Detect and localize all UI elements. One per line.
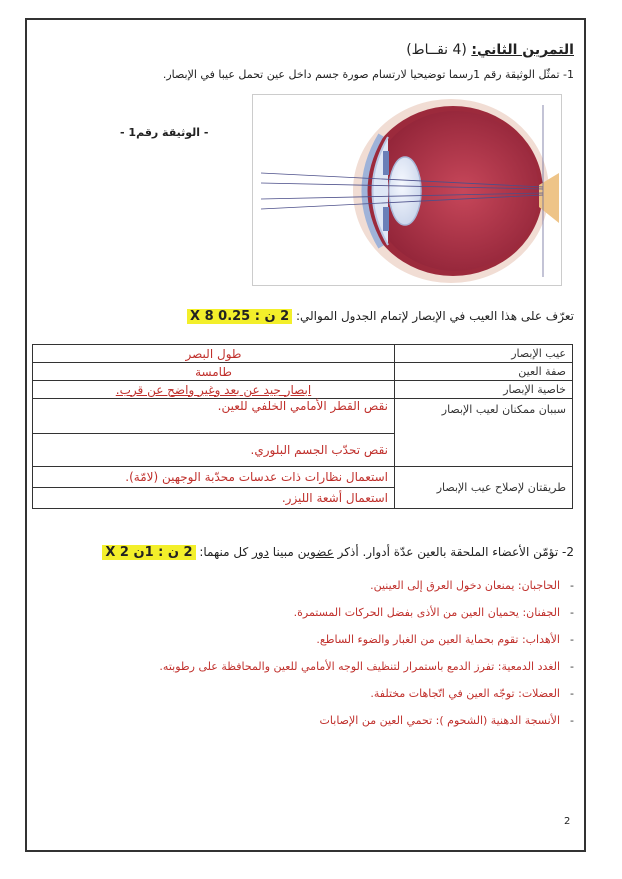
question-1: 1- تمثّل الوثيقة رقم 1رسما توضيحيا لارتسام صورة جسم داخل عين تحمل عيبا في الإبصار. bbox=[162, 68, 574, 81]
points-text: (4 نقــاط) bbox=[406, 42, 467, 58]
list-item: - الأنسجة الدهنية (الشحوم ): تحمي العين من الإصابات bbox=[319, 714, 574, 727]
list-item-text: الغدد الدمعية: تفرز الدمع باستمرار لتنظيف الوجه الأمامي للعين والمحافظة على رطوبته. bbox=[159, 660, 560, 673]
q2-score-badge: 2 ن : 1ن X 2 bbox=[102, 545, 195, 560]
task-text: تعرّف على هذا العيب في الإبصار لإتمام الجدول الموالي: bbox=[295, 309, 574, 323]
list-item: - الأهداب: تقوم بحماية العين من الغبار والضوء الساطع. bbox=[316, 633, 574, 646]
task-score-badge: 2 ن : 0.25 X 8 bbox=[187, 309, 292, 324]
list-item: - الحاجبان: يمنعان دخول العرق إلى العينين. bbox=[370, 579, 574, 592]
list-item: - الغدد الدمعية: تفرز الدمع باستمرار لتنظيف الوجه الأمامي للعين والمحافظة على رطوبته. bbox=[159, 660, 574, 673]
table-row bbox=[33, 467, 573, 488]
title-text: التمرين الثاني: bbox=[471, 42, 574, 58]
organ-roles-list bbox=[54, 572, 574, 734]
table-row bbox=[33, 381, 573, 399]
table-answer: استعمال أشعة الليزر. bbox=[33, 488, 395, 509]
table-answer: ابصار جيد عن بعد وغير واضح عن قرب. bbox=[33, 381, 395, 399]
list-item-text: العضلات: توجّه العين في اتّجاهات مختلفة. bbox=[370, 687, 560, 700]
document-label: - الوثيقة رقم1 - bbox=[120, 126, 209, 139]
eye-diagram bbox=[252, 94, 562, 286]
list-item-text: الجفنان: يحميان العين من الأذى بفضل الحركات المستمرة. bbox=[293, 606, 560, 619]
q2-text: دور bbox=[252, 545, 269, 559]
table-answer: نقص القطر الأمامي الخلفي للعين. bbox=[33, 399, 395, 434]
table-answer: نقص تحدّب الجسم البلوري. bbox=[33, 434, 395, 467]
q2-text: عضوين bbox=[297, 545, 334, 559]
eye-illustration-icon bbox=[253, 95, 561, 285]
q2-text: 2- تؤمّن الأعضاء الملحقة بالعين عدّة أدوار. أذكر bbox=[337, 545, 574, 559]
list-item: - العضلات: توجّه العين في اتّجاهات مختلفة. bbox=[370, 687, 574, 700]
table-label: صفة العين bbox=[395, 363, 573, 381]
q2-text: مبينا bbox=[272, 545, 294, 559]
table-row bbox=[33, 363, 573, 381]
table-row bbox=[33, 399, 573, 434]
table-answer: طول البصر bbox=[33, 345, 395, 363]
list-item-text: الحاجبان: يمنعان دخول العرق إلى العينين. bbox=[370, 579, 560, 592]
eye-defect-table bbox=[32, 344, 573, 509]
table-label: خاصية الإبصار bbox=[395, 381, 573, 399]
question-2 bbox=[102, 545, 574, 560]
list-item: - الجفنان: يحميان العين من الأذى بفضل الحركات المستمرة. bbox=[293, 606, 574, 619]
table-answer: طامسة bbox=[33, 363, 395, 381]
q2-text: كل منهما: bbox=[199, 545, 249, 559]
list-item-text: الأهداب: تقوم بحماية العين من الغبار والضوء الساطع. bbox=[316, 633, 560, 646]
page-number: 2 bbox=[564, 816, 571, 827]
table-answer: استعمال نظارات ذات عدسات محدّبة الوجهين (لامّة). bbox=[33, 467, 395, 488]
task-instruction bbox=[187, 309, 574, 324]
list-item-text: الأنسجة الدهنية (الشحوم ): تحمي العين من الإصابات bbox=[319, 714, 560, 727]
table-label: سببان ممكنان لعيب الإبصار bbox=[395, 399, 573, 467]
table-label: عيب الإبصار bbox=[395, 345, 573, 363]
table-label: طريقتان لإصلاح عيب الإبصار bbox=[395, 467, 573, 509]
table-row bbox=[33, 345, 573, 363]
exercise-title bbox=[406, 42, 574, 58]
